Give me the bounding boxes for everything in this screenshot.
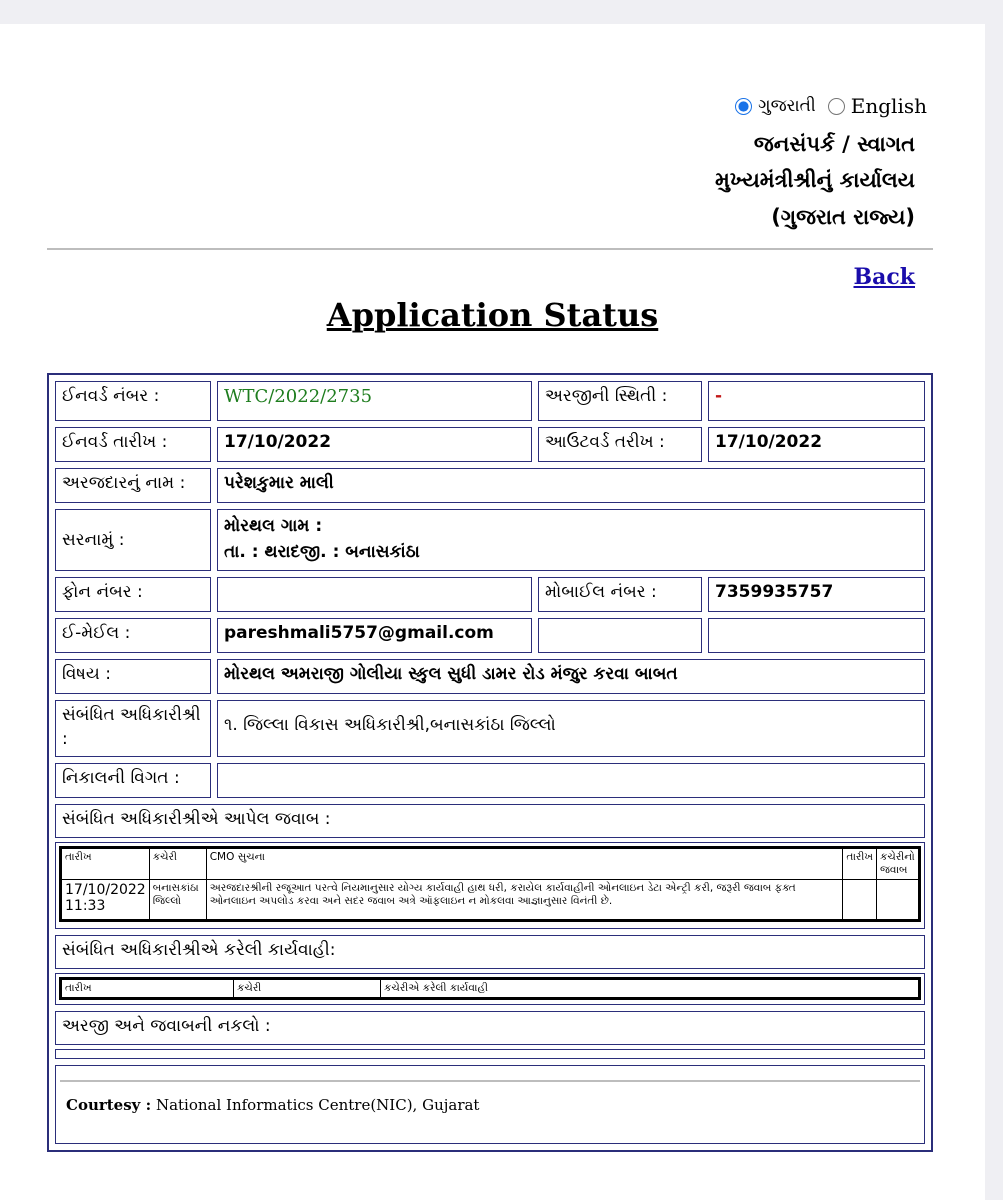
action-col-office: કચેરી (234, 980, 381, 998)
inward-no-value: WTC/2022/2735 (217, 381, 532, 421)
reply-table-wrapper (55, 842, 925, 929)
mobile-value: 7359935757 (708, 577, 925, 612)
email-empty-cell-1 (538, 618, 702, 653)
col-office: કચેરી (149, 849, 206, 880)
scrollbar-track[interactable] (985, 24, 1003, 1200)
copies-empty-row (55, 1049, 925, 1059)
row-cmo-note: અરજદારશ્રીની રજૂઆત પરત્વે નિયમાનુસાર યોગ્ય કાર્યવાહી હાથ ધરી, કરાયેલ કાર્યવાહીની ઓનલાઇન ડેટા એન્ટ્રી કરી, જરૂરી જવાબ ફક્ત ઓનલાઇન અપલોડ કરવા અને સદર જવાબ અત્રે ઑફલાઇન ન મોકલવા આજ્ઞાનુસાર વિનંતી છે. (206, 880, 843, 920)
disposal-value (217, 763, 925, 798)
disposal-label: નિકાલની વિગત : (55, 763, 211, 798)
subject-label: વિષય : (55, 659, 211, 694)
row-reply (877, 880, 919, 920)
officer-label: સંબંધિત અધિકારીશ્રી : (55, 700, 211, 757)
outward-date-label: આઉટવર્ડ તરીખ : (538, 427, 702, 462)
status-label: અરજીની સ્થિતી : (538, 381, 702, 421)
row-reply-date (843, 880, 877, 920)
copies-section-heading: અરજી અને જવાબની નકલો : (55, 1011, 925, 1045)
address-label: સરનામું : (55, 509, 211, 571)
email-label: ઈ-મેઈલ : (55, 618, 211, 653)
footer (55, 1065, 925, 1144)
col-reply-date: તારીખ (843, 849, 877, 880)
address-line-1: મોરથલ ગામ : (224, 516, 323, 536)
gujarati-label: ગુજરાતી (758, 96, 816, 116)
header-line-2: મુખ્યમંત્રીશ્રીનું કાર્યાલય (715, 168, 915, 192)
applicant-label: અરજદારનું નામ : (55, 468, 211, 503)
page-title: Application Status (326, 296, 659, 334)
email-empty-cell-2 (708, 618, 925, 653)
outward-date-value: 17/10/2022 (708, 427, 925, 462)
phone-value (217, 577, 532, 612)
email-value: pareshmali5757@gmail.com (217, 618, 532, 653)
status-table (47, 373, 933, 1152)
col-date: તારીખ (62, 849, 150, 880)
action-section-heading: સંબંધિત અધિકારીશ્રીએ કરેલી કાર્યવાહી: (55, 935, 925, 969)
reply-table (61, 848, 919, 920)
table-row (62, 880, 919, 920)
status-value: - (708, 381, 925, 421)
row-date: 17/10/2022 11:33 (62, 880, 150, 920)
gujarati-radio[interactable] (735, 98, 752, 115)
address-line-2: તા. : થરાદજી. : બનાસકાંઠા (224, 542, 420, 562)
phone-label: ફોન નંબર : (55, 577, 211, 612)
mobile-label: મોબાઈલ નંબર : (538, 577, 702, 612)
subject-value: મોરથલ અમરાજી ગોલીયા સ્કુલ સુધી ડામર રોડ મંજુર કરવા બાબત (217, 659, 925, 694)
footer-divider (60, 1080, 920, 1082)
divider (47, 248, 933, 250)
english-label: English (850, 94, 927, 118)
action-col-date: તારીખ (62, 980, 234, 998)
officer-value: ૧. જિલ્લા વિકાસ અધિકારીશ્રી,બનાસકાંઠા જિલ્લો (217, 700, 925, 757)
row-office: બનાસકાંઠા જિલ્લો (149, 880, 206, 920)
col-cmo-note: CMO સુચના (206, 849, 843, 880)
language-selector (735, 94, 927, 118)
reply-section-heading: સંબંધિત અધિકારીશ્રીએ આપેલ જવાબ : (55, 804, 925, 838)
header-line-3: (ગુજરાત રાજ્ય) (771, 205, 915, 229)
action-col-action: કચેરીએ કરેલી કાર્યવાહી (381, 980, 919, 998)
action-table-wrapper (55, 973, 925, 1005)
courtesy-text (66, 1096, 479, 1114)
page (0, 24, 985, 1200)
applicant-value: પરેશકુમાર માલી (217, 468, 925, 503)
action-table (61, 979, 919, 998)
courtesy-label: Courtesy : (66, 1096, 152, 1114)
inward-date-label: ઈનવર્ડ તારીખ : (55, 427, 211, 462)
courtesy-value: National Informatics Centre(NIC), Gujarat (155, 1096, 480, 1114)
header-line-1: જનસંપર્ક / સ્વાગત (753, 132, 915, 156)
inward-date-value: 17/10/2022 (217, 427, 532, 462)
col-reply: કચેરીનો જવાબ (877, 849, 919, 880)
action-table-header (62, 980, 919, 998)
inward-no-label: ઈનવર્ડ નંબર : (55, 381, 211, 421)
english-radio[interactable] (828, 98, 845, 115)
reply-table-header (62, 849, 919, 880)
back-link[interactable]: Back (853, 264, 915, 290)
address-value (217, 509, 925, 571)
